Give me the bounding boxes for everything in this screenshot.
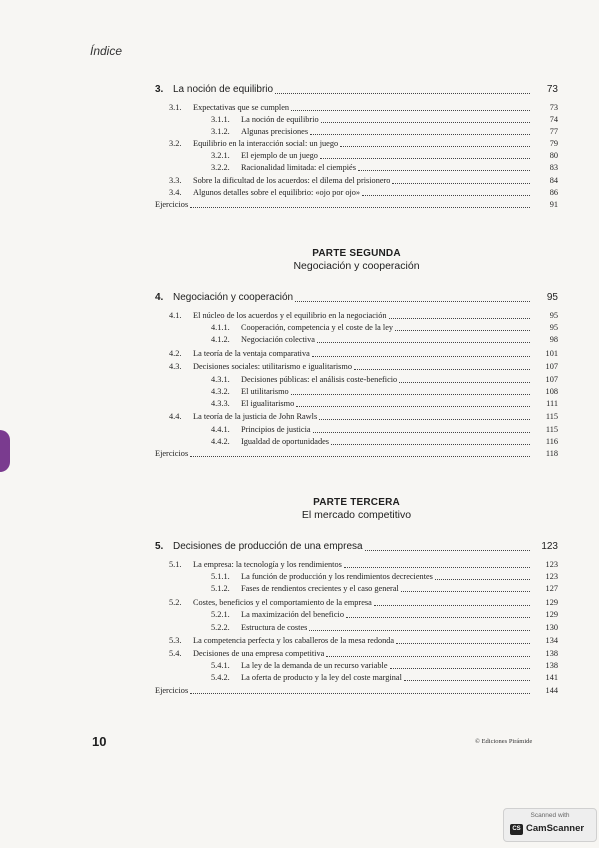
dot-leader	[296, 406, 530, 407]
page-header: Índice	[90, 44, 123, 58]
toc-entry: 5.1. La empresa: la tecnología y los rendimientos 123	[169, 560, 558, 569]
publisher-credit: © Ediciones Pirámide	[475, 738, 533, 745]
dot-leader	[319, 419, 530, 420]
toc-entry: 5.4.2. La oferta de producto y la ley del coste marginal 141	[211, 673, 558, 682]
toc-entry: 4.4. La teoría de la justicia de John Rawls 115	[169, 412, 558, 421]
toc-entry: 3.1.2. Algunas precisiones 77	[211, 127, 558, 136]
dot-leader	[190, 207, 530, 208]
toc-entry: 3.2. Equilibrio en la interacción social: un juego 79	[169, 139, 558, 148]
chapter-heading: 4. Negociación y cooperación 95	[155, 292, 558, 303]
toc-entry: 4.3.2. El utilitarismo 108	[211, 387, 558, 396]
chapter-heading: 3. La noción de equilibrio 73	[155, 84, 558, 95]
dot-leader	[331, 444, 530, 445]
toc-entry: 4.1. El núcleo de los acuerdos y el equilibrio en la negociación 95	[169, 311, 558, 320]
part-heading-2: PARTE SEGUNDA Negociación y cooperación	[293, 248, 420, 272]
toc-entry: 5.4. Decisiones de una empresa competitiva 138	[169, 649, 558, 658]
dot-leader	[320, 158, 530, 159]
dot-leader	[312, 356, 530, 357]
toc-entry: 4.3.1. Decisiones públicas: el análisis coste-beneficio 107	[211, 375, 558, 384]
toc-entry: 5.4.1. La ley de la demanda de un recurso variable 138	[211, 661, 558, 670]
dot-leader	[321, 122, 530, 123]
camscanner-watermark: Scanned with CS CamScanner	[503, 808, 597, 842]
dot-leader	[190, 693, 530, 694]
toc-entry: 5.2.2. Estructura de costes 130	[211, 623, 558, 632]
toc-entry: 3.2.1. El ejemplo de un juego 80	[211, 151, 558, 160]
dot-leader	[344, 567, 530, 568]
dot-leader	[317, 342, 530, 343]
toc-entry: 3.2.2. Racionalidad limitada: el ciempiés 83	[211, 163, 558, 172]
toc-entry: 5.2.1. La maximización del beneficio 129	[211, 610, 558, 619]
dot-leader	[313, 432, 530, 433]
toc-entry: 3.4. Algunos detalles sobre el equilibrio: «ojo por ojo» 86	[169, 188, 558, 197]
dot-leader	[190, 456, 530, 457]
toc-exercises: Ejercicios 144	[155, 686, 558, 695]
dot-leader	[389, 318, 530, 319]
toc-entry: 3.1.1. La noción de equilibrio 74	[211, 115, 558, 124]
toc-entry: 4.1.2. Negociación colectiva 98	[211, 335, 558, 344]
camscanner-logo-icon: CS	[510, 824, 523, 835]
dot-leader	[326, 656, 530, 657]
toc-entry: 4.4.1. Principios de justicia 115	[211, 425, 558, 434]
dot-leader	[390, 668, 530, 669]
dot-leader	[358, 170, 530, 171]
dot-leader	[346, 617, 530, 618]
dot-leader	[340, 146, 530, 147]
page-tab-mark	[0, 430, 10, 472]
toc-entry: 3.1. Expectativas que se cumplen 73	[169, 103, 558, 112]
dot-leader	[291, 110, 530, 111]
toc-exercises: Ejercicios 91	[155, 200, 558, 209]
dot-leader	[310, 134, 530, 135]
dot-leader	[401, 591, 530, 592]
toc-entry: 5.2. Costes, beneficios y el comportamiento de la empresa 129	[169, 598, 558, 607]
dot-leader	[435, 579, 530, 580]
dot-leader	[309, 630, 530, 631]
toc-entry: 3.3. Sobre la dificultad de los acuerdos: el dilema del prisionero 84	[169, 176, 558, 185]
dot-leader	[365, 550, 530, 551]
dot-leader	[399, 382, 530, 383]
dot-leader	[404, 680, 530, 681]
toc-entry: 5.1.2. Fases de rendientos crecientes y el caso general 127	[211, 584, 558, 593]
toc-entry: 5.1.1. La función de producción y los rendimientos decrecientes 123	[211, 572, 558, 581]
toc-entry: 4.3.3. El igualitarismo 111	[211, 399, 558, 408]
dot-leader	[395, 330, 530, 331]
dot-leader	[291, 394, 530, 395]
dot-leader	[374, 605, 530, 606]
dot-leader	[396, 643, 530, 644]
toc-entry: 5.3. La competencia perfecta y los caballeros de la mesa redonda 134	[169, 636, 558, 645]
toc-entry: 4.1.1. Cooperación, competencia y el coste de la ley 95	[211, 323, 558, 332]
dot-leader	[392, 183, 530, 184]
part-heading-3: PARTE TERCERA El mercado competitivo	[301, 497, 412, 521]
dot-leader	[275, 93, 530, 94]
dot-leader	[362, 195, 530, 196]
toc-entry: 4.3. Decisiones sociales: utilitarismo e igualitarismo 107	[169, 362, 558, 371]
toc-entry: 4.2. La teoría de la ventaja comparativa 101	[169, 349, 558, 358]
dot-leader	[295, 301, 530, 302]
dot-leader	[354, 369, 530, 370]
page-number: 10	[92, 734, 107, 749]
toc-entry: 4.4.2. Igualdad de oportunidades 116	[211, 437, 558, 446]
chapter-heading: 5. Decisiones de producción de una empresa 123	[155, 541, 558, 552]
toc-exercises: Ejercicios 118	[155, 449, 558, 458]
